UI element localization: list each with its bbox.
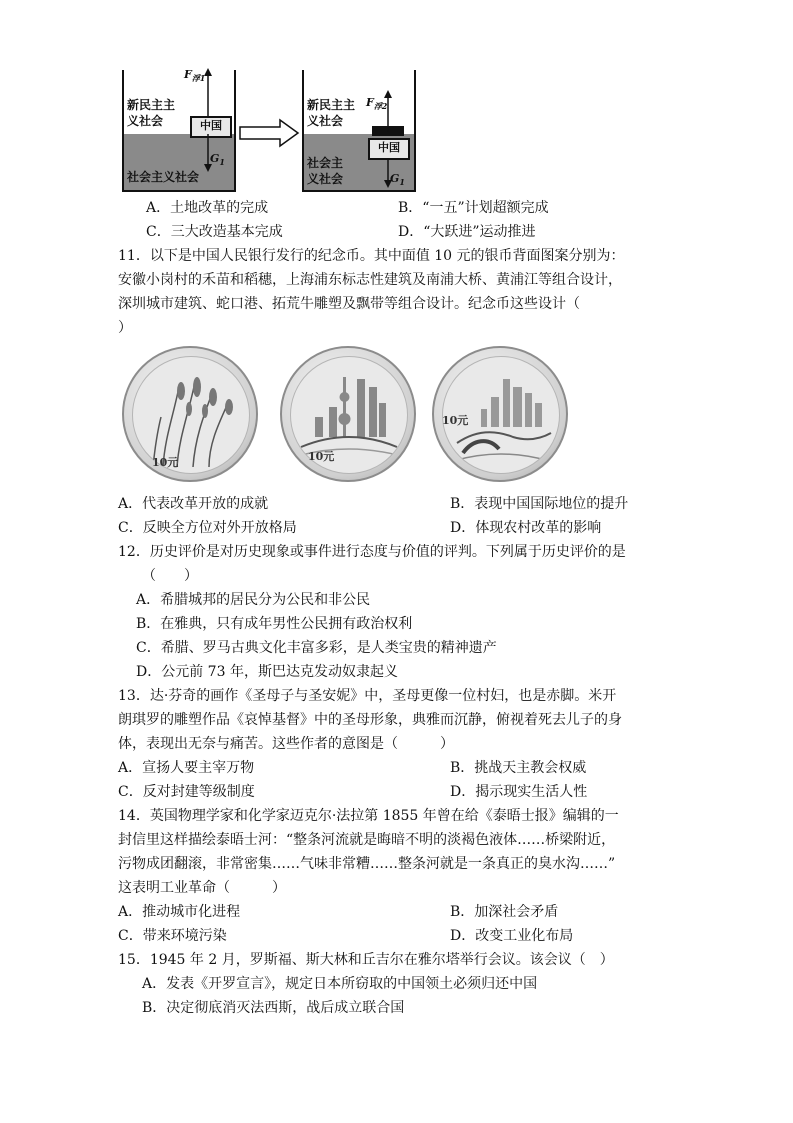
left-top-label-2: 义社会: [127, 114, 164, 128]
right-bottom-label-1: 社会主: [307, 156, 344, 170]
q13-option-d: D．揭示现实生活人性: [450, 784, 588, 800]
right-block: 中国: [368, 138, 410, 160]
q11-stem-line4: ）: [118, 320, 132, 336]
q14-stem-line3: 污物成团翻滚，非常密集……气味非常糟……整条河就是一条真正的臭水沟……”: [118, 856, 616, 872]
q13-option-b: B．挑战天主教会权威: [450, 760, 587, 776]
q11-option-a: A．代表改革开放的成就: [118, 496, 269, 512]
q12-option-a: A．希腊城邦的居民分为公民和非公民: [136, 592, 371, 608]
q14-option-a: A．推动城市化进程: [118, 904, 241, 920]
coin-rice-image: [122, 346, 258, 482]
q10-option-b: B．“一五”计划超额完成: [398, 200, 549, 216]
q15-stem-line1: 15．1945 年 2 月，罗斯福、斯大林和丘吉尔在雅尔塔举行会议。该会议（ ）: [118, 952, 614, 968]
q12-stem-line1: 12．历史评价是对历史现象或事件进行态度与价值的评判。下列属于历史评价的是: [118, 544, 626, 560]
right-top-label-2: 义社会: [307, 114, 344, 128]
q10-option-a: A．土地改革的完成: [146, 200, 269, 216]
q13-stem-line3: 体，表现出无奈与痛苦。这些作者的意图是（ ）: [118, 736, 454, 752]
left-force-arrows: [192, 66, 232, 191]
q11-option-b: B．表现中国国际地位的提升: [450, 496, 629, 512]
q12-option-d: D．公元前 73 年，斯巴达克发动奴隶起义: [136, 664, 398, 680]
coin3-denomination: 10元: [442, 414, 469, 427]
coin1-denomination: 10元: [152, 456, 179, 469]
left-block: 中国: [190, 116, 232, 138]
q11-stem-line1: 11．以下是中国人民银行发行的纪念币。其中面值 10 元的银币背面图案分别为：: [118, 248, 625, 264]
q11-option-d: D．体现农村改革的影响: [450, 520, 602, 536]
q14-option-b: B．加深社会矛盾: [450, 904, 559, 920]
rice-stalks-icon: [133, 357, 249, 473]
q15-option-a: A．发表《开罗宣言》，规定日本所窃取的中国领土必须归还中国: [142, 976, 538, 992]
right-bottom-label-2: 义社会: [307, 172, 344, 186]
q14-stem-line2: 封信里这样描绘泰晤士河：“整条河流就是晦暗不明的淡褐色液体……桥梁附近，: [118, 832, 616, 848]
coin-shenzhen-image: [432, 346, 568, 482]
right-top-label-1: 新民主主: [307, 98, 356, 112]
left-bottom-label: 社会主义社会: [127, 170, 200, 184]
coin-shanghai-image: [280, 346, 416, 482]
left-gravity-label: $G_1$: [210, 152, 225, 168]
right-gravity-label: $G_1$: [390, 172, 405, 188]
q14-stem-line4: 这表明工业革命（ ）: [118, 880, 286, 896]
transition-arrow: [238, 118, 300, 148]
left-top-label-1: 新民主主: [127, 98, 176, 112]
q13-option-c: C．反对封建等级制度: [118, 784, 255, 800]
q13-stem-line2: 朗琪罗的雕塑作品《哀悼基督》中的圣母形象，典雅而沉静，俯视着死去儿子的身: [118, 712, 622, 728]
q12-option-b: B．在雅典，只有成年男性公民拥有政治权利: [136, 616, 413, 632]
q15-option-b: B．决定彻底消灭法西斯，战后成立联合国: [142, 1000, 405, 1016]
q10-diagram: [122, 66, 422, 191]
q10-option-c: C．三大改造基本完成: [146, 224, 283, 240]
q11-stem-line2: 安徽小岗村的禾苗和稻穗，上海浦东标志性建筑及南浦大桥、黄浦江等组合设计，: [118, 272, 622, 288]
q14-stem-line1: 14．英国物理学家和化学家迈克尔·法拉第 1855 年曾在给《泰晤士报》编辑的一: [118, 808, 619, 824]
coin2-denomination: 10元: [308, 450, 335, 463]
q11-stem-line3: 深圳城市建筑、蛇口港、拓荒牛雕塑及飘带等组合设计。纪念币这些设计（: [118, 296, 580, 312]
q14-option-c: C．带来环境污染: [118, 928, 227, 944]
q14-option-d: D．改变工业化布局: [450, 928, 574, 944]
q13-option-a: A．宣扬人要主宰万物: [118, 760, 255, 776]
q12-stem-line2: （ ）: [142, 568, 198, 584]
right-buoyancy-label: $F_{浮2}$: [366, 96, 388, 112]
q10-option-d: D．“大跃进”运动推进: [398, 224, 536, 240]
q12-option-c: C．希腊、罗马古典文化丰富多彩，是人类宝贵的精神遗产: [136, 640, 497, 656]
q11-option-c: C．反映全方位对外开放格局: [118, 520, 297, 536]
q13-stem-line1: 13．达·芬奇的画作《圣母子与圣安妮》中，圣母更像一位村妇，也是赤脚。米开: [118, 688, 617, 704]
left-buoyancy-label: $F_{浮1}$: [184, 68, 206, 84]
